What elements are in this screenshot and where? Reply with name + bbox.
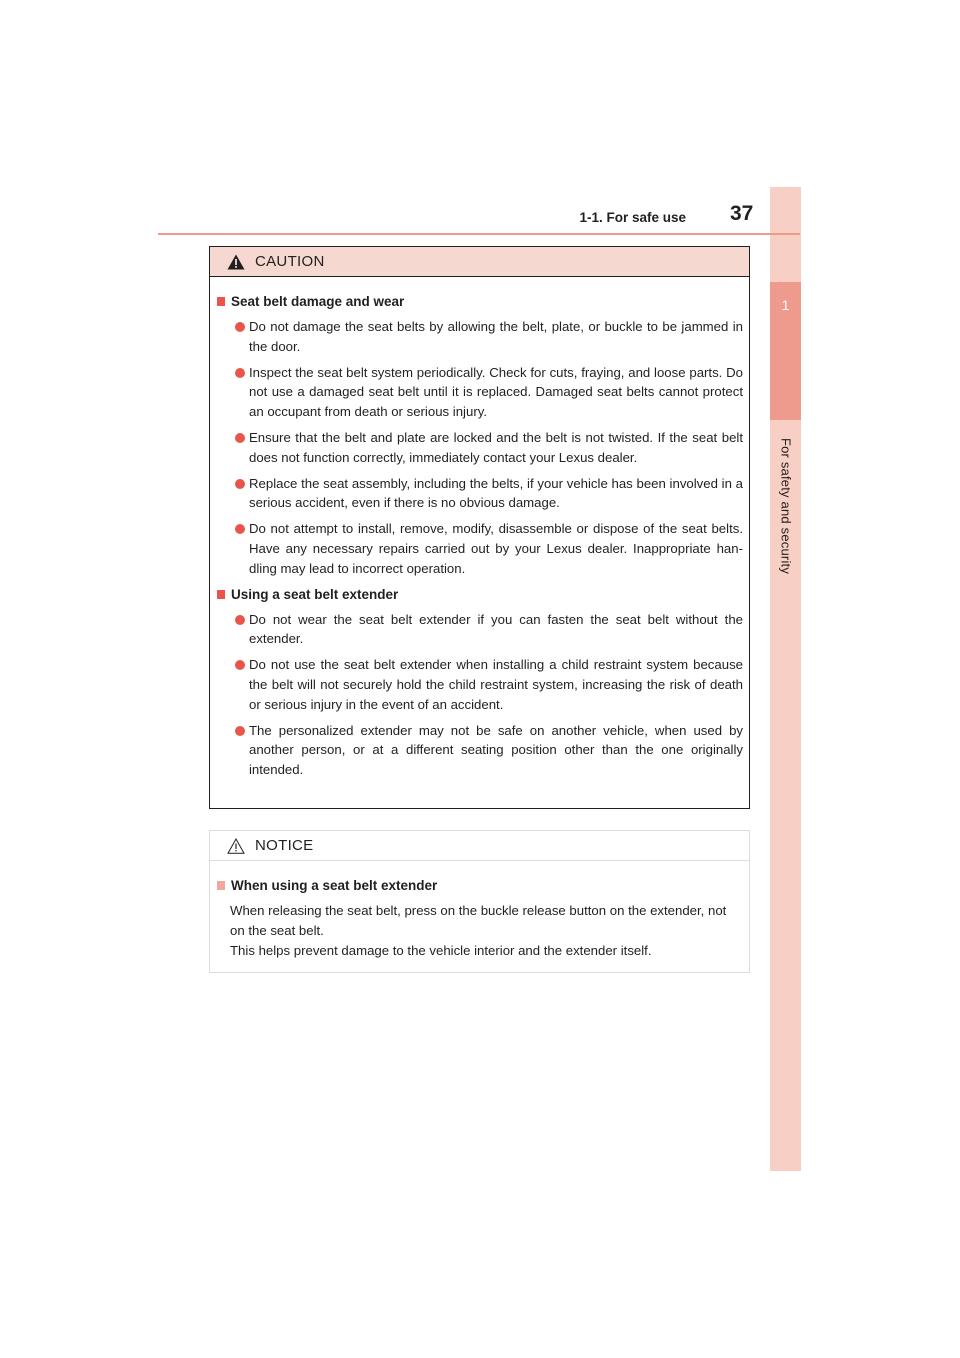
circle-bullet-icon xyxy=(235,479,245,489)
warning-triangle-icon xyxy=(227,254,245,270)
notice-title: NOTICE xyxy=(255,837,314,854)
circle-bullet-icon xyxy=(235,368,245,378)
notice-header xyxy=(210,831,749,861)
caution-item: Ensure that the belt and plate are locked and the belt is not twisted. If the seat belt does not function correctly, immediately contact your Lexus dealer. xyxy=(215,428,743,468)
notice-heading: When using a seat belt extender xyxy=(215,876,743,895)
notice-text: When releasing the seat belt, press on the buckle release button on the extender, not on the seat belt. This helps prevent damage to the vehicle interior and the extender itself. xyxy=(230,903,727,958)
circle-bullet-icon xyxy=(235,726,245,736)
caution-box xyxy=(209,246,750,809)
caution-item: Do not attempt to install, remove, modify, disassemble or dispose of the seat belts. Have any necessary repairs carried out by your Lexus dealer. Inappropriate han-dling may lead to incorrect operation. xyxy=(215,519,743,578)
circle-bullet-icon xyxy=(235,660,245,670)
square-bullet-icon xyxy=(217,881,225,890)
caution-item: Inspect the seat belt system periodically. Check for cuts, fraying, and loose parts. Do not use a damaged seat belt until it is replaced. Damaged seat belts cannot protect an occupant from death or serious injury. xyxy=(215,363,743,422)
circle-bullet-icon xyxy=(235,615,245,625)
notice-body xyxy=(210,861,749,960)
circle-bullet-icon xyxy=(235,322,245,332)
caution-body xyxy=(210,277,749,780)
header-divider xyxy=(158,233,800,235)
caution-item: Do not use the seat belt extender when installing a child restraint system because the belt will not securely hold the child restraint system, increasing the risk of death or serious injury in the event of an accident. xyxy=(215,655,743,714)
caution-item: Replace the seat assembly, including the belts, if your vehicle has been involved in a serious accident, even if there is no obvious damage. xyxy=(215,474,743,514)
notice-box xyxy=(209,830,750,973)
caution-item: The personalized extender may not be safe on another vehicle, when used by another person, or at a different seating position other than the one originally intended. xyxy=(215,721,743,780)
warning-triangle-outline-icon xyxy=(227,838,245,854)
square-bullet-icon xyxy=(217,590,225,599)
circle-bullet-icon xyxy=(235,433,245,443)
square-bullet-icon xyxy=(217,297,225,306)
chapter-number: 1 xyxy=(781,297,790,313)
caution-header xyxy=(210,247,749,277)
caution-item: Do not wear the seat belt extender if you can fasten the seat belt without the extender. xyxy=(215,610,743,650)
caution-item: Do not damage the seat belts by allowing the belt, plate, or buckle to be jammed in the door. xyxy=(215,317,743,357)
section-title: 1-1. For safe use xyxy=(579,210,686,225)
circle-bullet-icon xyxy=(235,524,245,534)
caution-title: CAUTION xyxy=(255,253,325,270)
caution-section-heading: Seat belt damage and wear xyxy=(215,292,743,311)
caution-section-heading: Using a seat belt extender xyxy=(215,585,743,604)
page-number: 37 xyxy=(730,202,754,225)
chapter-label: For safety and security xyxy=(778,437,794,575)
